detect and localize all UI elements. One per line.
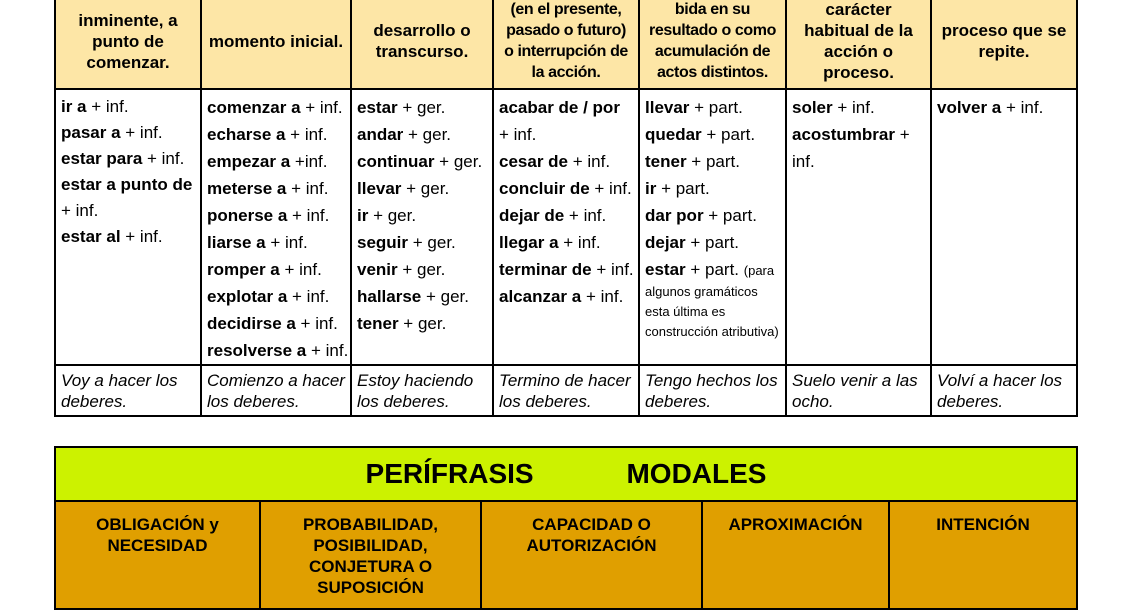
verb-phrase: ir <box>645 179 657 198</box>
periphrasis-form <box>207 121 346 148</box>
modal-category-cell <box>55 501 260 609</box>
form-suffix: + inf. <box>279 260 322 279</box>
form-suffix: + inf. <box>792 125 910 171</box>
verb-phrase: resolverse a <box>207 341 307 360</box>
aspectual-periphrasis-table <box>54 0 1078 417</box>
aspect-header-cell <box>201 0 351 89</box>
periphrasis-form <box>792 94 926 121</box>
modal-periphrasis-table <box>54 446 1078 610</box>
grammar-note-line: esta última es <box>645 304 726 319</box>
periphrasis-form <box>207 229 346 256</box>
form-suffix: + part. <box>689 98 743 117</box>
verb-phrase: concluir de <box>499 179 590 198</box>
forms-cell <box>639 89 786 365</box>
periphrasis-form <box>61 94 196 120</box>
form-suffix: + inf. <box>287 206 330 225</box>
aspect-header-cell <box>786 0 931 89</box>
category-line: PROBABILIDAD, <box>302 515 439 534</box>
example-line: Comienzo a hacer <box>207 371 345 390</box>
form-suffix: + ger. <box>397 260 446 279</box>
category-line: POSIBILIDAD, <box>313 536 428 555</box>
verb-phrase: ir a <box>61 97 87 116</box>
verb-phrase: acabar de / por <box>499 98 620 117</box>
verb-phrase: llevar <box>645 98 690 117</box>
header-line: carácter <box>825 0 892 19</box>
forms-cell <box>931 89 1077 365</box>
form-suffix: + part. <box>701 125 756 144</box>
verb-phrase: pasar a <box>61 123 121 142</box>
verb-phrase: echarse a <box>207 125 286 144</box>
periphrasis-form <box>207 310 346 337</box>
header-line: punto de <box>92 31 164 51</box>
header-line: repite. <box>978 42 1030 61</box>
form-note: (para <box>743 263 775 278</box>
example-line: los deberes. <box>207 392 300 411</box>
verb-phrase: tener <box>645 152 687 171</box>
header-line: pasado o futuro) <box>506 22 626 39</box>
form-suffix: + ger. <box>397 98 446 117</box>
example-line: deberes. <box>937 392 1004 411</box>
verb-phrase: tener <box>357 314 399 333</box>
verb-phrase: comenzar a <box>207 98 301 117</box>
periphrasis-form <box>207 283 346 310</box>
modal-category-cell <box>702 501 889 609</box>
form-suffix: + ger. <box>401 179 450 198</box>
header-line: inminente, a <box>78 10 178 30</box>
example-cell <box>351 365 493 416</box>
periphrasis-form <box>207 202 346 229</box>
header-line: o interrupción de <box>504 43 628 60</box>
form-suffix: + inf. <box>591 260 634 279</box>
example-line: los deberes. <box>357 392 450 411</box>
forms-cell <box>201 89 351 365</box>
aspect-header-cell <box>639 0 786 89</box>
form-suffix: + inf. <box>306 341 349 360</box>
form-suffix: + part. <box>656 179 710 198</box>
form-suffix: + inf. <box>142 149 185 168</box>
form-suffix: + inf. <box>568 152 611 171</box>
periphrasis-form <box>207 256 346 283</box>
form-suffix: + inf. <box>285 125 328 144</box>
periphrasis-form <box>61 224 196 250</box>
periphrasis-form <box>499 256 634 283</box>
periphrasis-form <box>645 148 781 175</box>
form-suffix: + ger. <box>421 287 469 306</box>
periphrasis-form <box>645 229 781 256</box>
verb-phrase: llevar <box>357 179 402 198</box>
verb-phrase: venir <box>357 260 398 279</box>
form-suffix: + inf. <box>86 97 129 116</box>
verb-phrase: ir <box>357 206 369 225</box>
modal-category-row <box>55 501 1077 609</box>
verb-phrase: alcanzar a <box>499 287 582 306</box>
form-suffix: + ger. <box>434 152 483 171</box>
periphrasis-form <box>357 202 488 229</box>
periphrasis-form <box>499 148 634 175</box>
aspect-header-cell <box>493 0 639 89</box>
form-suffix: + part. <box>685 233 740 252</box>
form-suffix: + inf. <box>286 179 329 198</box>
header-line: bida en su <box>674 1 751 18</box>
form-suffix: + inf. <box>581 287 624 306</box>
periphrasis-form <box>357 283 488 310</box>
periphrasis-form <box>357 310 488 337</box>
periphrasis-form <box>207 94 346 121</box>
header-line: proceso. <box>823 63 894 82</box>
form-suffix: + ger. <box>368 206 417 225</box>
example-cell <box>55 365 201 416</box>
verb-phrase: meterse a <box>207 179 287 198</box>
category-line: AUTORIZACIÓN <box>526 536 657 555</box>
aspect-header-cell <box>931 0 1077 89</box>
form-suffix: + inf. <box>558 233 601 252</box>
periphrasis-form <box>792 121 926 175</box>
periphrasis-form <box>645 175 781 202</box>
aspect-examples-row <box>55 365 1077 416</box>
verb-phrase: hallarse <box>357 287 422 306</box>
periphrasis-form <box>645 256 781 284</box>
forms-cell <box>351 89 493 365</box>
category-line: OBLIGACIÓN y <box>96 515 219 534</box>
verb-phrase: estar a punto de <box>61 175 193 194</box>
verb-phrase: llegar a <box>499 233 559 252</box>
modal-title-word-2: MODALES <box>626 458 767 489</box>
form-suffix: + inf. <box>499 125 537 144</box>
verb-phrase: liarse a <box>207 233 266 252</box>
verb-phrase: dar por <box>645 206 704 225</box>
grammar-note-line: construcción atributiva) <box>645 324 779 339</box>
category-line: CONJETURA O <box>308 557 433 576</box>
periphrasis-form <box>357 94 488 121</box>
header-line: habitual de la <box>804 21 913 40</box>
header-line: comenzar. <box>86 52 170 72</box>
example-cell <box>493 365 639 416</box>
verb-phrase: estar <box>645 260 686 279</box>
aspect-header-cell <box>55 0 201 89</box>
example-line: deberes. <box>645 392 712 411</box>
example-line: ocho. <box>792 392 834 411</box>
header-line: proceso que se <box>941 21 1067 40</box>
form-suffix: + part. <box>685 260 744 279</box>
verb-phrase: soler <box>792 98 833 117</box>
forms-cell <box>786 89 931 365</box>
example-line: Volví a hacer los <box>937 371 1063 390</box>
form-suffix: + inf. <box>1001 98 1044 117</box>
form-suffix: +inf. <box>290 152 328 171</box>
example-line: deberes. <box>61 392 128 411</box>
header-line: (en el presente, <box>510 1 622 18</box>
example-line: Termino de hacer <box>499 371 631 390</box>
header-lines <box>56 10 200 73</box>
form-suffix: + ger. <box>408 233 456 252</box>
category-line: SUPOSICIÓN <box>317 578 424 597</box>
form-suffix: + ger. <box>398 314 447 333</box>
form-suffix: + inf. <box>287 287 330 306</box>
example-cell <box>201 365 351 416</box>
periphrasis-form <box>207 175 346 202</box>
header-lines <box>494 0 638 83</box>
periphrasis-form <box>645 202 781 229</box>
verb-phrase: quedar <box>645 125 702 144</box>
example-line: Voy a hacer los <box>61 371 178 390</box>
periphrasis-form <box>61 120 196 146</box>
periphrasis-form <box>499 202 634 229</box>
header-line: desarrollo o <box>373 21 471 40</box>
header-lines <box>202 31 350 52</box>
periphrasis-form <box>499 94 634 148</box>
periphrasis-form <box>207 337 349 364</box>
grammar-note-line: algunos gramáticos <box>645 284 758 299</box>
periphrasis-form <box>357 121 488 148</box>
periphrasis-form <box>357 229 488 256</box>
example-line: Estoy haciendo <box>357 371 474 390</box>
periphrasis-form <box>357 175 488 202</box>
verb-phrase: decidirse a <box>207 314 296 333</box>
header-line: momento inicial. <box>208 31 344 51</box>
modal-category-cell <box>260 501 481 609</box>
form-suffix: + inf. <box>120 123 163 142</box>
verb-phrase: seguir <box>357 233 409 252</box>
periphrasis-form <box>645 121 781 148</box>
modal-title-word-1: PERÍFRASIS <box>365 458 534 489</box>
aspect-forms-row <box>55 89 1077 365</box>
header-line: resultado o como <box>649 22 776 39</box>
verb-phrase: cesar de <box>499 152 568 171</box>
category-line: NECESIDAD <box>107 536 208 555</box>
periphrasis-form <box>357 148 488 175</box>
modal-title <box>55 447 1077 501</box>
example-cell <box>786 365 931 416</box>
verb-phrase: continuar <box>357 152 435 171</box>
header-lines <box>787 0 930 83</box>
form-suffix: + ger. <box>403 125 452 144</box>
form-suffix: + part. <box>703 206 757 225</box>
example-cell <box>931 365 1077 416</box>
example-line: Suelo venir a las <box>792 371 918 390</box>
periphrasis-form <box>645 94 781 121</box>
form-suffix: + part. <box>686 152 740 171</box>
example-cell <box>639 365 786 416</box>
verb-phrase: explotar a <box>207 287 288 306</box>
header-line: acción o <box>824 42 893 61</box>
modal-title-row <box>55 447 1077 501</box>
periphrasis-form <box>61 146 196 172</box>
verb-phrase: romper a <box>207 260 280 279</box>
modal-title-spacer <box>541 458 618 489</box>
example-line: Tengo hechos los <box>645 371 778 390</box>
category-line: APROXIMACIÓN <box>728 515 863 534</box>
forms-cell <box>55 89 201 365</box>
periphrasis-form <box>499 229 634 256</box>
verb-phrase: dejar de <box>499 206 565 225</box>
periphrasis-form <box>357 256 488 283</box>
header-lines <box>352 20 492 62</box>
form-suffix: + inf. <box>295 314 338 333</box>
form-suffix: + inf. <box>265 233 308 252</box>
form-suffix: + inf. <box>564 206 607 225</box>
verb-phrase: estar para <box>61 149 143 168</box>
aspect-header-row <box>55 0 1077 89</box>
form-suffix: + inf. <box>589 179 632 198</box>
verb-phrase: volver a <box>937 98 1002 117</box>
header-lines <box>932 20 1076 62</box>
verb-phrase: estar <box>357 98 398 117</box>
header-line: la acción. <box>531 64 601 81</box>
verb-phrase: acostumbrar <box>792 125 895 144</box>
periphrasis-form <box>499 175 634 202</box>
category-line: INTENCIÓN <box>936 515 1030 534</box>
header-lines <box>640 0 785 83</box>
aspect-header-cell <box>351 0 493 89</box>
form-suffix: + inf. <box>120 227 163 246</box>
grammar-note <box>645 282 781 342</box>
header-line: actos distintos. <box>657 64 768 81</box>
modal-category-cell <box>481 501 702 609</box>
verb-phrase: terminar de <box>499 260 592 279</box>
verb-phrase: dejar <box>645 233 686 252</box>
example-line: los deberes. <box>499 392 592 411</box>
periphrasis-form <box>499 283 634 310</box>
form-suffix: + inf. <box>832 98 875 117</box>
verb-phrase: andar <box>357 125 404 144</box>
category-line: CAPACIDAD O <box>532 515 651 534</box>
header-line: transcurso. <box>375 42 469 61</box>
periphrasis-form <box>937 94 1072 121</box>
forms-cell <box>493 89 639 365</box>
periphrasis-form <box>207 148 346 175</box>
form-suffix: + inf. <box>61 201 99 220</box>
verb-phrase: empezar a <box>207 152 291 171</box>
periphrasis-form <box>61 172 196 224</box>
modal-category-cell <box>889 501 1077 609</box>
form-suffix: + inf. <box>300 98 343 117</box>
verb-phrase: ponerse a <box>207 206 288 225</box>
header-line: acumulación de <box>654 43 771 60</box>
verb-phrase: estar al <box>61 227 121 246</box>
